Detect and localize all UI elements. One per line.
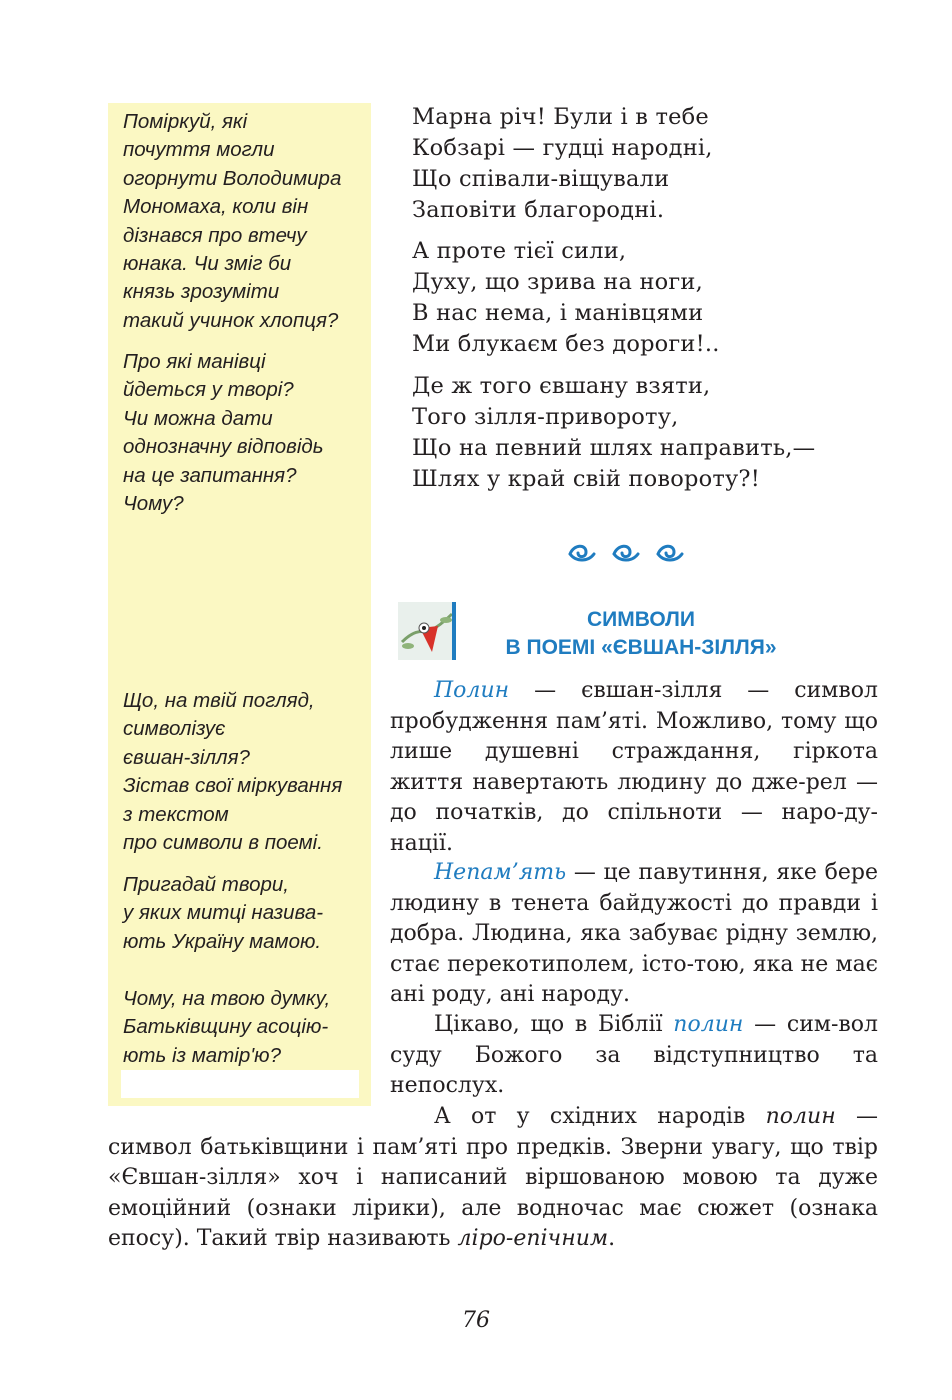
section-title-line-1: СИМВОЛИ (586, 608, 696, 631)
sidebar-blank-strip (121, 1070, 359, 1098)
sidebar-question-5: Чому, на твою думку, Батьківщину асоцію- ють із матір'ю? (123, 987, 331, 1067)
term-polyn: Полин (434, 678, 510, 703)
paragraph-bible-before: Цікаво, що в Біблії (434, 1012, 674, 1037)
paragraph-east-end: . (608, 1226, 616, 1251)
poem-stanza-2: А проте тієї сили, Духу, що зрива на ноги, В нас нема, і манівцями Ми блукаєм без дороги!.. (412, 238, 720, 357)
sidebar-question-4: Пригадай твори, у яких митці назива- ють Україну мамою. (123, 873, 324, 953)
section-title (458, 606, 824, 662)
poem-stanza-3: Де ж того євшану взяти, Того зілля-привороту, Що на певний шлях направить,— Шлях у край свій повороту?! (412, 373, 816, 492)
paragraph-east-after: — символ батьківщини і пам’яті про предків. Зверни увагу, що твір «Євшан-зілля» хоч і написаний віршованою мовою та дуже емоційний (ознаки лірики), але водночас має сюжет (ознака епосу). Такий твір називають (108, 1104, 878, 1251)
paragraph-east (108, 1102, 878, 1255)
paragraph-polyn (390, 676, 878, 859)
term-nepamiat: Непам’ять (434, 860, 567, 885)
paragraph-bible-after: — сим-вол суду Божого за відступництво та непослух. (390, 1012, 879, 1098)
sidebar-question-2: Про які манівці йдеться у творі? Чи можна дати однозначну відповідь на це запитання? Чому? (123, 350, 324, 516)
page-number: 76 (462, 1308, 490, 1333)
paragraph-nepamiat-text: — це павутиння, яке бере людину в тенета байдужості до правди і добра. Людина, яка забуває рідну землю, стає перекотиполем, істо-тою, яка не має ані роду, ані народу. (390, 860, 878, 1007)
paragraph-nepamiat (390, 858, 878, 1011)
paragraph-east-before: А от у східних народів (434, 1104, 766, 1129)
term-liro-epichnym: ліро-епічним (457, 1226, 609, 1251)
poem-stanza-1: Марна річ! Були і в тебе Кобзарі — гудці народні, Що співали-віщували Заповіти благородні. (412, 104, 713, 223)
ornament-divider-icon (560, 536, 700, 570)
paragraph-bible (390, 1010, 878, 1102)
term-polyn-bible: полин (673, 1012, 744, 1037)
sidebar-question-3: Що, на твій погляд, символізує євшан-зілля? Зістав свої міркування з текстом про символи в поемі. (123, 689, 343, 855)
wormwood-illustration-icon (398, 602, 456, 660)
paragraph-polyn-text: — євшан-зілля — символ пробудження пам’яті. Можливо, тому що лише душевні страждання, гіркота життя навертають людину до дже-рел — до початків, до спільноти — наро-ду-нації. (390, 678, 878, 856)
term-polyn-east: полин (765, 1104, 836, 1129)
section-title-line-2: В ПОЕМІ «ЄВШАН-ЗІЛЛЯ» (505, 636, 777, 659)
sidebar-question-1: Поміркуй, які почуття могли огорнути Володимира Мономаха, коли він дізнався про втечу юнака. Чи зміг би князь зрозуміти такий учинок хлопця? (123, 110, 342, 332)
